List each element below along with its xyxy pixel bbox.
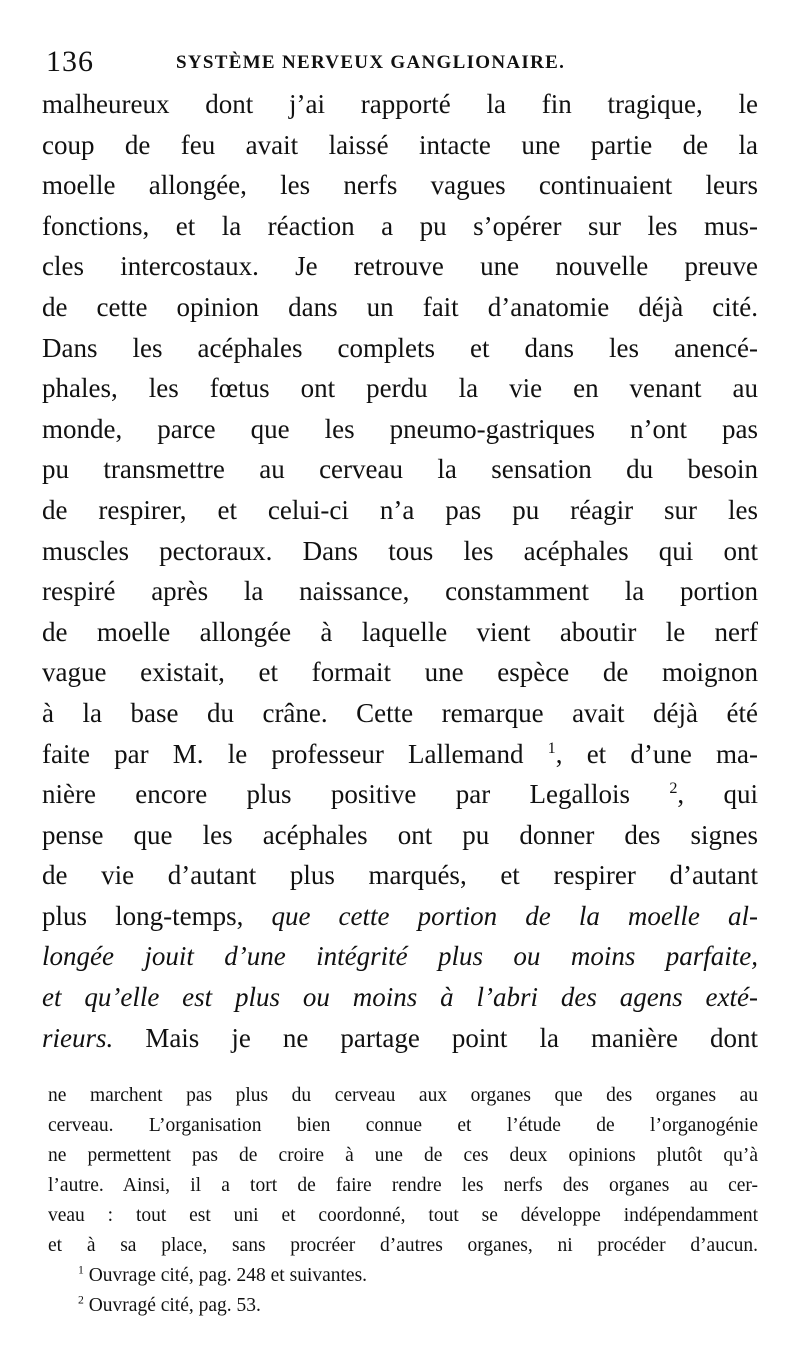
text-line [42, 1018, 758, 1059]
text-segment: plus long-temps, [42, 900, 272, 931]
text-line [42, 936, 758, 977]
footnote-mark: 2 [78, 1293, 84, 1307]
text-line: coup de feu avait laissé intacte une partie de la [42, 129, 758, 160]
text-line [42, 896, 758, 937]
text-segment: , qui [677, 779, 758, 810]
text-line [42, 977, 758, 1018]
page-number: 136 [46, 45, 94, 78]
footnote-line: ne marchent pas plus du cerveau aux organes que des organes au [48, 1085, 758, 1106]
footnote-ref-2: 2 [669, 779, 678, 798]
footnote-line: l’autre. Ainsi, il a tort de faire rendre les nerfs des organes au cer- [48, 1175, 758, 1196]
text-line: pu transmettre au cerveau la sensation du besoin [42, 454, 758, 485]
footnote-line: et à sa place, sans procréer d’autres organes, ni procéder d’aucun. [48, 1235, 758, 1256]
text-line: moelle allongée, les nerfs vagues continuaient leurs [42, 170, 758, 201]
italic-quote: que cette portion de la moelle al- [271, 900, 758, 931]
text-line: de vie d’autant plus marqués, et respirer d’autant [42, 860, 758, 891]
text-line: respiré après la naissance, constamment la portion [42, 576, 758, 607]
text-line: de moelle allongée à laquelle vient aboutir le nerf [42, 616, 758, 647]
footnote-line: cerveau. L’organisation bien connue et l’étude de l’organogénie [48, 1115, 758, 1136]
text-segment: nière encore plus positive par Legallois [42, 779, 670, 810]
text-line: fonctions, et la réaction a pu s’opérer sur les mus- [42, 210, 758, 241]
text-line: cles intercostaux. Je retrouve une nouvelle preuve [42, 251, 758, 282]
footnote-2 [48, 1291, 758, 1321]
text-line: pense que les acéphales ont pu donner des signes [42, 819, 758, 850]
text-line [42, 734, 758, 775]
text-line: malheureux dont j’ai rapporté la fin tragique, le [42, 89, 758, 119]
text-line: à la base du crâne. Cette remarque avait déjà été [42, 697, 758, 728]
italic-quote: et qu’elle est plus ou moins à l’abri des agens exté- [42, 982, 758, 1013]
page-header [46, 42, 770, 82]
text-segment: Mais je ne partage point la manière dont [113, 1022, 758, 1053]
text-line [42, 774, 758, 815]
footnote-line: ne permettent pas de croire à une de ces deux opinions plutôt qu’à [48, 1145, 758, 1166]
footnote-text: Ouvragé cité, pag. 53. [83, 1295, 261, 1316]
text-segment: , et d’une ma- [555, 738, 758, 769]
text-line: phales, les fœtus ont perdu la vie en venant au [42, 373, 758, 404]
italic-quote: rieurs. [42, 1022, 114, 1053]
italic-quote: longée jouit d’une intégrité plus ou moins parfaite, [42, 941, 758, 972]
text-line: vague existait, et formait une espèce de moignon [42, 657, 758, 688]
text-segment: faite par M. le professeur Lallemand [42, 738, 548, 769]
footnote-1 [48, 1261, 758, 1291]
text-line: monde, parce que les pneumo-gastriques n’ont pas [42, 413, 758, 444]
footnotes [48, 1081, 758, 1321]
footnote-ref-1: 1 [547, 738, 556, 757]
footnote-line: veau : tout est uni et coordonné, tout se développe indépendamment [48, 1205, 758, 1226]
text-line: muscles pectoraux. Dans tous les acéphales qui ont [42, 535, 758, 566]
running-title: SYSTÈME NERVEUX GANGLIONAIRE. [176, 52, 566, 73]
text-line: de cette opinion dans un fait d’anatomie déjà cité. [42, 291, 758, 322]
text-line: de respirer, et celui-ci n’a pas pu réagir sur les [42, 494, 758, 525]
text-line: Dans les acéphales complets et dans les anencé- [42, 332, 758, 363]
main-text [42, 84, 758, 1058]
footnote-text: Ouvrage cité, pag. 248 et suivantes. [83, 1265, 368, 1286]
footnote-mark: 1 [78, 1263, 84, 1277]
